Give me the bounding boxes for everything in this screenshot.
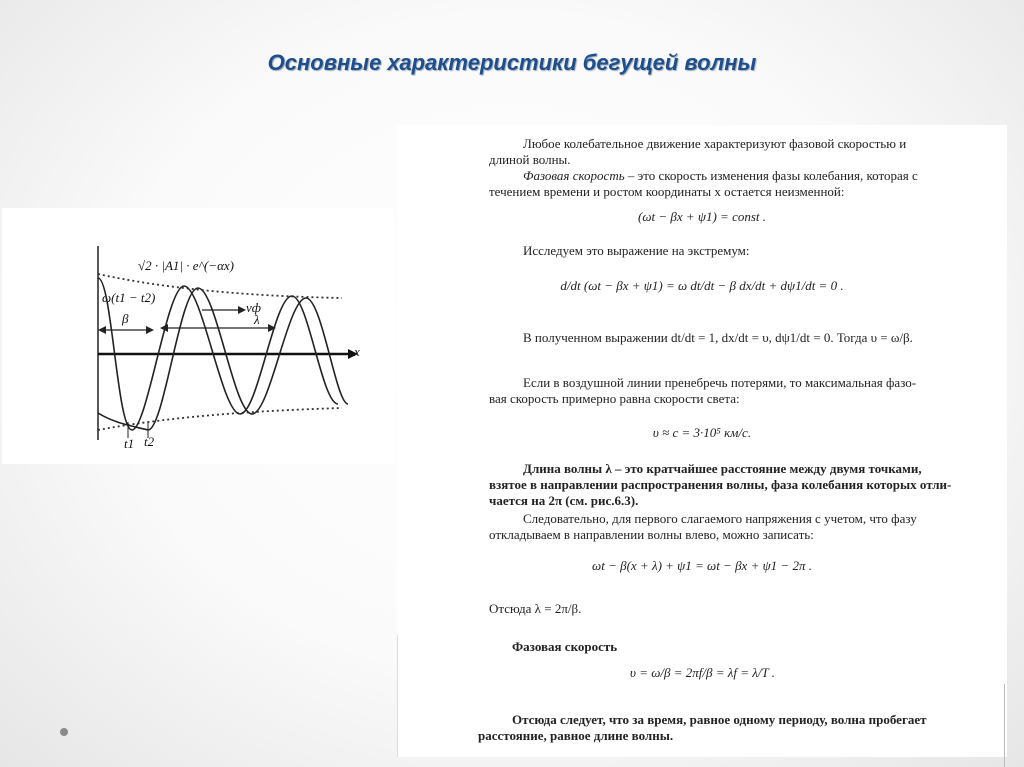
equation-3: υ ≈ c = 3·10⁵ км/с. [652, 425, 752, 440]
paragraph-9-line-2: расстояние, равное длине волны. [478, 728, 674, 743]
paragraph-1-line-1: Любое колебательное движение характеризуют фазовой скоростью и [523, 136, 907, 151]
paragraph-2-line-1 [523, 168, 918, 184]
paragraph-6-line-2: взятое в направлении распространения волны, фаза колебания которых отли- [489, 477, 952, 492]
paragraph-7-line-1: Следовательно, для первого слагаемого напряжения с учетом, что фазу [523, 511, 917, 526]
x-axis-label: x [354, 344, 360, 359]
t1-label: t1 [124, 436, 135, 451]
term-phase-velocity: Фазовая скорость [523, 168, 625, 183]
paragraph-2-rest: – это скорость изменения фазы колебания, которая с [624, 168, 918, 183]
paragraph-7-line-2: откладываем в направлении волны влево, можно записать: [489, 527, 814, 542]
paragraph-3: Исследуем это выражение на экстремум: [523, 243, 750, 258]
velocity-label: vф [246, 300, 261, 315]
wavelength-label: λ [254, 312, 260, 327]
t2-label: t2 [144, 434, 155, 449]
equation-5: υ = ω/β = 2πf/β = λf = λ/T . [629, 665, 775, 680]
wave-figure-panel [2, 208, 394, 464]
lower-heading: Фазовая скорость [512, 639, 618, 654]
text-panel [397, 125, 1007, 635]
equation-1: (ωt − βx + ψ1) = const . [637, 209, 767, 224]
paragraph-5-line-1: Если в воздушной линии пренебречь потерями, то максимальная фазо- [523, 375, 917, 390]
phase-label-bottom: β [122, 311, 129, 326]
paragraph-6-line-1: Длина волны λ – это кратчайшее расстояние между двумя точками, [523, 461, 922, 476]
wave-t2 [98, 288, 348, 430]
paragraph-1-line-2: длиной волны. [489, 152, 571, 167]
slide-bullet [60, 728, 68, 736]
corner-line [1004, 684, 1005, 767]
paragraph-9-line-1: Отсюда следует, что за время, равное одному периоду, волна пробегает [512, 712, 927, 727]
paragraph-2-line-2: течением времени и ростом координаты x остается неизменной: [489, 184, 845, 199]
slide-title: Основные характеристики бегущей волны [267, 50, 757, 75]
equation-2: d/dt (ωt − βx + ψ1) = ω dt/dt − β dx/dt + dψ1/dt = 0 . [560, 278, 844, 293]
equation-4: ωt − β(x + λ) + ψ1 = ωt − βx + ψ1 − 2π . [592, 558, 812, 573]
paragraph-6-line-3: чается на 2π (см. рис.6.3). [489, 493, 639, 508]
paragraph-8: Отсюда λ = 2π/β. [489, 601, 582, 616]
envelope-label: √2 · |A1| · e^(−αx) [138, 258, 235, 273]
phase-label-top: ω(t1 − t2) [102, 290, 156, 305]
lower-panel [397, 635, 1007, 757]
paragraph-5-line-2: вая скорость примерно равна скорости света: [489, 391, 740, 406]
paragraph-4: В полученном выражении dt/dt = 1, dx/dt = υ, dψ1/dt = 0. Тогда υ = ω/β. [523, 330, 913, 345]
wave-figure-svg [2, 208, 394, 464]
